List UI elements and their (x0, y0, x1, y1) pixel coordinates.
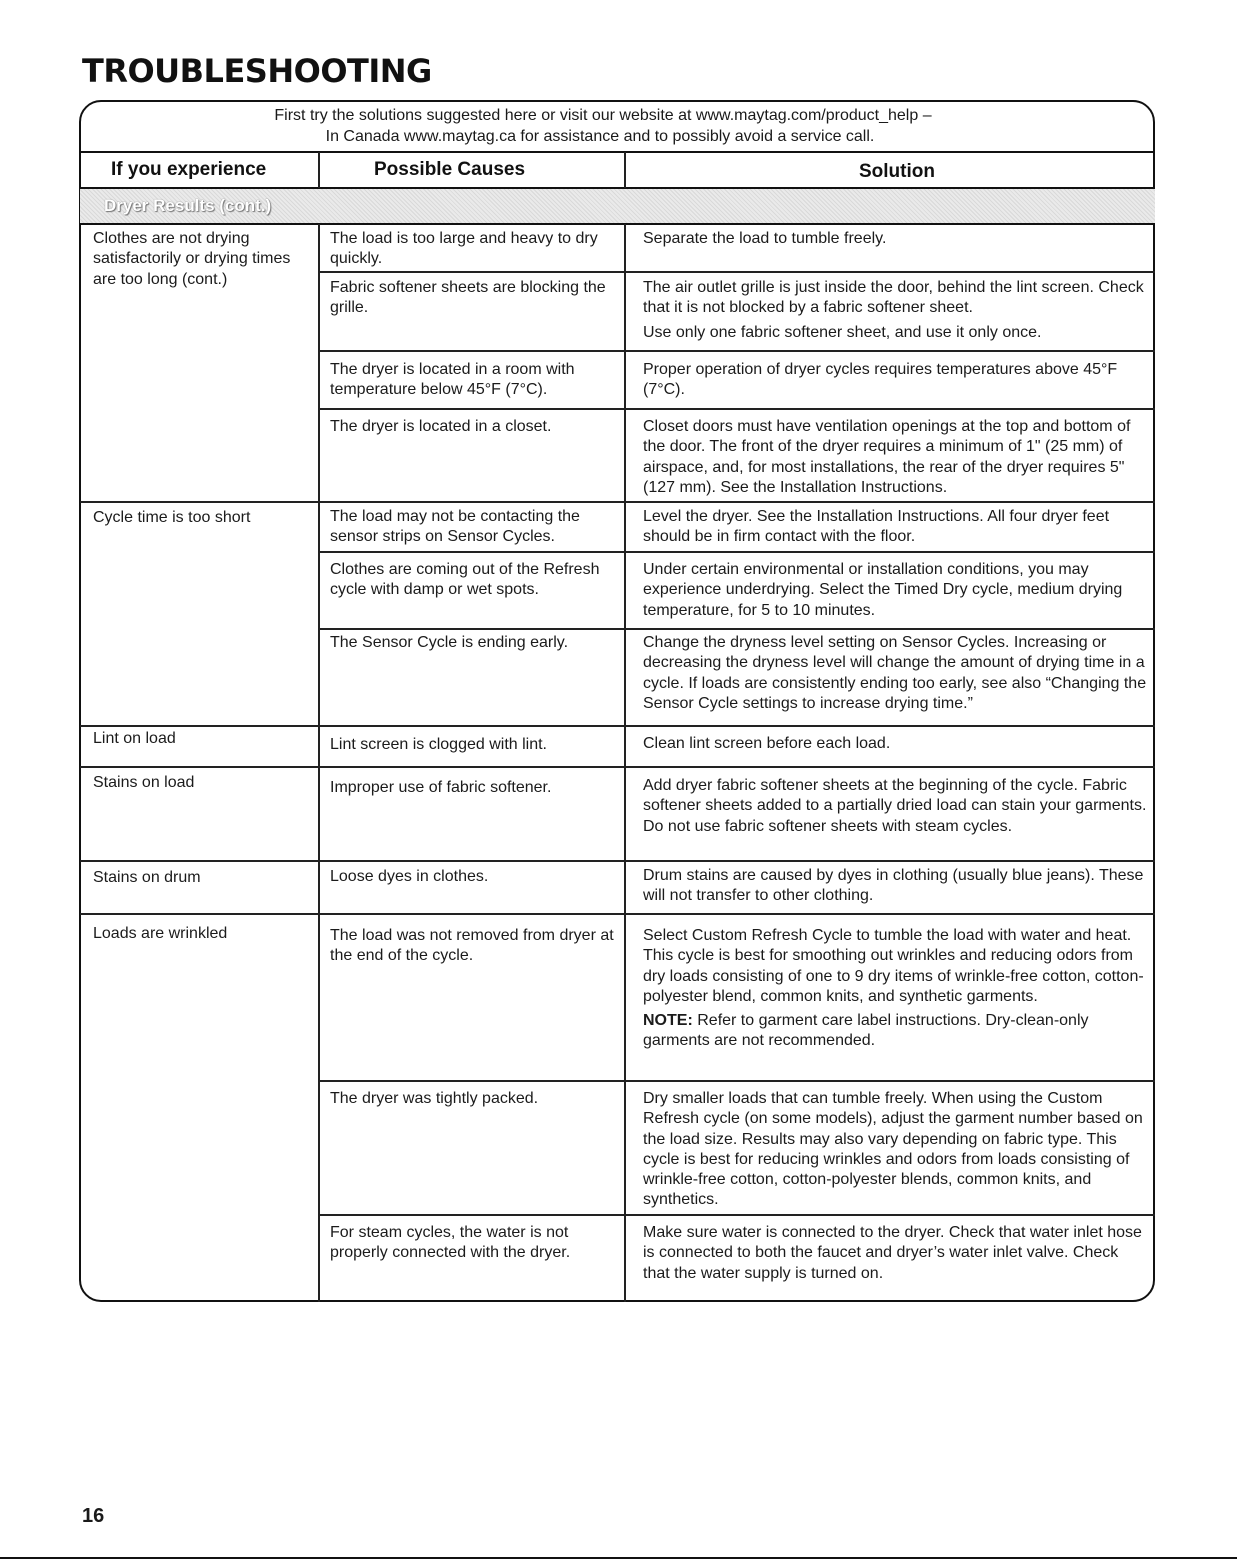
problem-cell: Clothes are not drying satisfactorily or drying times are too long (cont.) (93, 230, 291, 288)
cause-cell: Fabric softener sheets are blocking the grille. (330, 279, 606, 317)
cause-cell: The Sensor Cycle is ending early. (330, 634, 569, 651)
solution-cell (643, 866, 1148, 907)
solution-text: Proper operation of dryer cycles requires temperatures above 45°F (7°C). (643, 361, 1118, 399)
row-separator (319, 408, 1155, 410)
solution-text: Add dryer fabric softener sheets at the beginning of the cycle. Fabric softener sheets added to a partially dried load can stain your garments. Do not use fabric softener sheets with steam cycles. (643, 777, 1147, 835)
solution-text: Separate the load to tumble freely. (643, 230, 887, 247)
cause-cell: The load is too large and heavy to dry quickly. (330, 230, 598, 268)
header-if-you-experience: If you experience (111, 159, 267, 180)
problem-cell: Cycle time is too short (93, 509, 251, 526)
solution-cell (643, 633, 1148, 714)
solution-cell (643, 360, 1148, 401)
solution-text: Under certain environmental or installation conditions, you may experience underdrying. Select the Timed Dry cycle, medium drying temperature, for 5 to 10 minutes. (643, 561, 1123, 619)
note-label: NOTE: (643, 1012, 693, 1030)
problem-cell: Stains on drum (93, 869, 201, 886)
solution-cell (643, 1223, 1148, 1284)
solution-cell (643, 734, 1148, 754)
problem-cell: Lint on load (93, 730, 176, 747)
problem-cell: Loads are wrinkled (93, 925, 228, 942)
solution-text: Change the dryness level setting on Sensor Cycles. Increasing or decreasing the dryness level will change the amount of drying time in a cycle. If loads are consistently ending too early, see also “Changing the Sensor Cycle settings to increase drying time.” (643, 634, 1147, 712)
page-number: 16 (82, 1505, 105, 1527)
cause-cell: For steam cycles, the water is not properly connected with the dryer. (330, 1224, 571, 1262)
row-separator (319, 271, 1155, 273)
group-separator (80, 766, 1155, 768)
cause-cell: The load was not removed from dryer at the end of the cycle. (330, 927, 614, 965)
solution-cell (643, 507, 1148, 548)
row-separator (319, 350, 1155, 352)
problem-cell: Stains on load (93, 774, 195, 791)
intro-line-1: First try the solutions suggested here or visit our website at www.maytag.com/product_help – (274, 107, 932, 124)
solution-cell (643, 776, 1148, 837)
row-separator (319, 1080, 1155, 1082)
solution-cell (643, 560, 1148, 621)
cause-cell: The dryer is located in a closet. (330, 418, 552, 435)
column-divider (318, 152, 320, 188)
solution-cell (643, 278, 1148, 343)
solution-text: Drum stains are caused by dyes in clothing (usually blue jeans). These will not transfer to other clothing. (643, 867, 1144, 905)
band-top-rule (80, 187, 1155, 189)
cause-cell: The load may not be contacting the sensor strips on Sensor Cycles. (330, 508, 580, 546)
section-label: Dryer Results (cont.) (104, 196, 272, 215)
row-separator (319, 1214, 1155, 1216)
cause-cell: Lint screen is clogged with lint. (330, 736, 547, 753)
solution-cell (643, 417, 1148, 498)
solution-text: Level the dryer. See the Installation Instructions. All four dryer feet should be in firm contact with the floor. (643, 508, 1110, 546)
cause-cell: The dryer was tightly packed. (330, 1090, 539, 1107)
note-paragraph (643, 1011, 1148, 1052)
solution-text: Use only one fabric softener sheet, and use it only once. (643, 323, 1042, 341)
solution-cell (643, 1089, 1148, 1211)
group-separator (80, 860, 1155, 862)
column-divider (318, 224, 320, 1302)
solution-cell (643, 229, 1148, 249)
column-divider (624, 224, 626, 1302)
cause-cell: Improper use of fabric softener. (330, 779, 552, 796)
cause-cell: The dryer is located in a room with temperature below 45°F (7°C). (330, 361, 575, 399)
solution-text: Clean lint screen before each load. (643, 735, 891, 752)
solution-cell (643, 926, 1148, 1052)
solution-text: The air outlet grille is just inside the door, behind the lint screen. Check that it is not blocked by a fabric softener sheet. (643, 279, 1144, 317)
solution-text: Select Custom Refresh Cycle to tumble the load with water and heat. This cycle is best for smoothing out wrinkles and reducing odors from dry loads consisting of one to 9 dry items of wrinkle-free cotton, cotton-polyester blend, common knits, and synthetic garments. (643, 927, 1144, 1005)
intro-text (79, 105, 1155, 147)
bottom-rule (0, 1557, 1237, 1559)
solution-text: Closet doors must have ventilation openings at the top and bottom of the door. The front of the dryer requires a minimum of 1" (25 mm) of airspace, and, for most installations, the rear of the dryer requires 5" (127 mm). See the Installation Instructions. (643, 418, 1131, 496)
cause-cell: Loose dyes in clothes. (330, 868, 489, 885)
column-divider (624, 152, 626, 188)
intro-line-2: In Canada www.maytag.ca for assistance and to possibly avoid a service call. (325, 128, 875, 145)
group-separator (80, 501, 1155, 503)
group-separator (80, 725, 1155, 727)
header-possible-causes: Possible Causes (374, 159, 526, 180)
solution-text: Dry smaller loads that can tumble freely. When using the Custom Refresh cycle (on some models), adjust the garment number based on the load size. Results may also vary depending on fabric type. This cycle is best for reducing wrinkles and odors from loads consisting of wrinkle-free cotton, cotton-polyester blends, common knits, and synthetics. (643, 1090, 1143, 1209)
band-bottom-rule (80, 223, 1155, 225)
header-solution: Solution (859, 161, 935, 182)
row-separator (319, 628, 1155, 630)
group-separator (80, 913, 1155, 915)
header-top-rule (80, 151, 1155, 153)
note-text: Refer to garment care label instructions. Dry-clean-only garments are not recommended. (643, 1012, 1089, 1050)
page-title: TROUBLESHOOTING (82, 52, 432, 90)
solution-text: Make sure water is connected to the dryer. Check that water inlet hose is connected to both the faucet and dryer’s water inlet valve. Check that the water supply is turned on. (643, 1224, 1142, 1282)
cause-cell: Clothes are coming out of the Refresh cycle with damp or wet spots. (330, 561, 600, 599)
row-separator (319, 551, 1155, 553)
